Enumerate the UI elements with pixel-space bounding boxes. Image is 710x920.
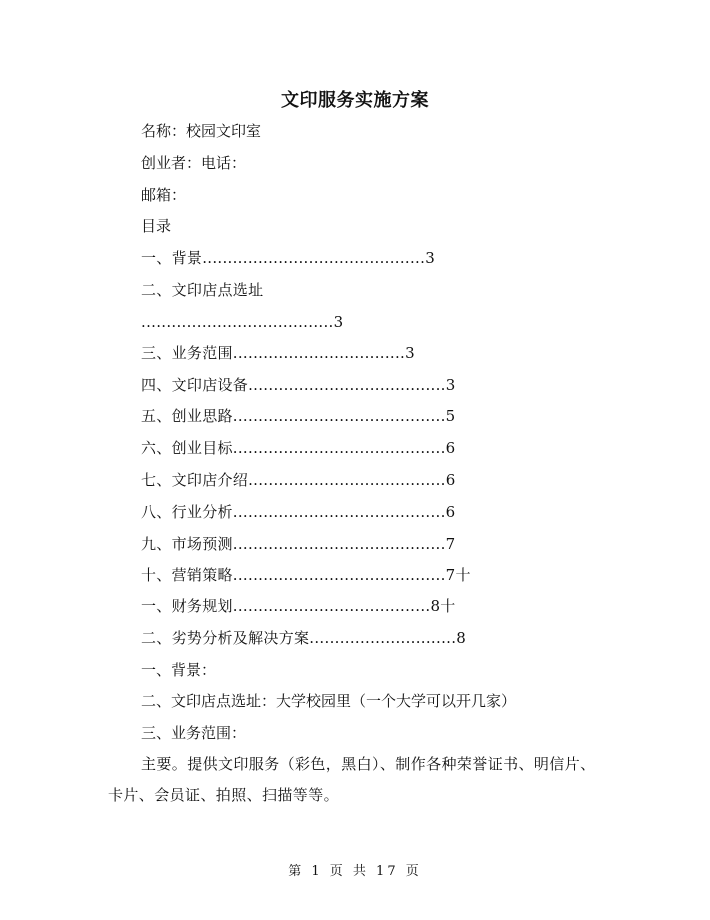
name-line: 名称：校园文印室 — [141, 122, 262, 140]
toc-entry: 二、劣势分析及解决方案.............................8 — [141, 629, 467, 647]
toc-entry: 九、市场预测..........................................7 — [141, 535, 456, 553]
toc-heading: 目录 — [141, 217, 172, 235]
toc-entry: 七、文印店介绍.......................................6 — [141, 471, 456, 489]
toc-entry: 一、财务规划.......................................8十 — [141, 597, 456, 615]
toc-entry: 八、行业分析..........................................6 — [141, 503, 456, 521]
document-title: 文印服务实施方案 — [281, 90, 429, 111]
email-line: 邮箱： — [141, 186, 187, 204]
section-heading: 二、文印店点选址：大学校园里（一个大学可以开几家） — [141, 692, 517, 710]
section-heading: 三、业务范围： — [141, 724, 247, 742]
toc-entry: 一、背景............................................3 — [141, 249, 436, 267]
toc-entry: 五、创业思路..........................................5 — [141, 407, 456, 425]
toc-entry: 二、文印店点选址 — [141, 281, 264, 299]
toc-entry: ......................................3 — [141, 313, 344, 331]
body-paragraph: 主要。提供文印服务（彩色，黑白）、制作各种荣誉证书、明信片、卡片、会员证、拍照、扫描等等。 — [108, 755, 596, 804]
toc-entry: 三、业务范围..................................3 — [141, 344, 415, 362]
section-heading: 一、背景： — [141, 661, 217, 679]
toc-entry: 四、文印店设备.......................................3 — [141, 376, 456, 394]
toc-entry: 六、创业目标..........................................6 — [141, 439, 456, 457]
toc-entry: 十、营销策略..........................................7十 — [141, 566, 471, 584]
founder-phone-line: 创业者：电话： — [141, 154, 247, 172]
page-footer: 第 1 页 共 17 页 — [288, 864, 422, 879]
